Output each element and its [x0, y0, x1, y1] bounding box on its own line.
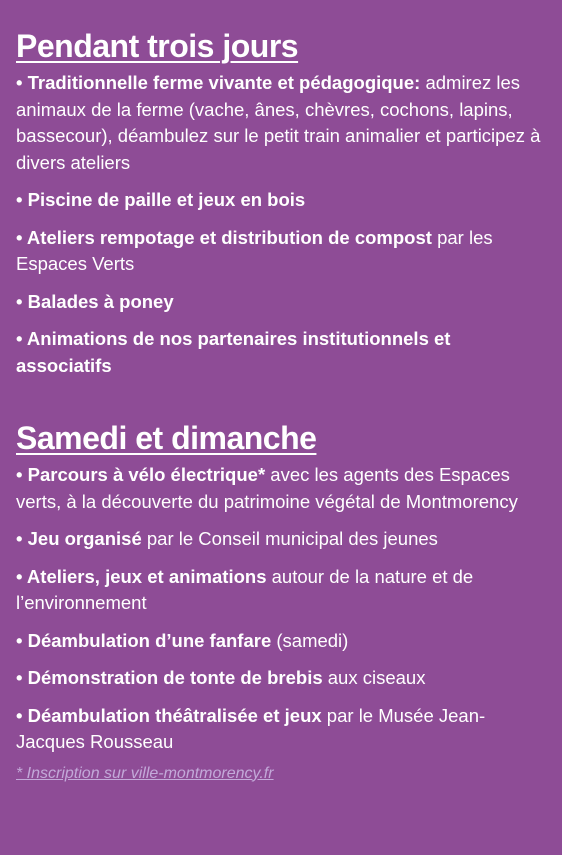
list-item [16, 462, 550, 515]
list-item [16, 564, 550, 617]
item-text: admirez les animaux de la ferme (vache, ânes, chèvres, cochons, lapins, bassecour), déambulez sur le petit train animalier et participez à divers ateliers [16, 72, 541, 173]
item-text: aux ciseaux [322, 667, 426, 688]
item-highlight: • Balades à poney [16, 290, 174, 312]
item-text: (samedi) [271, 629, 349, 651]
list-item [16, 289, 550, 316]
item-highlight: • Déambulation d’une fanfare [16, 629, 272, 651]
item-text: par le Conseil municipal des jeunes [141, 528, 438, 549]
item-highlight: • Parcours à vélo électrique* [16, 464, 266, 485]
item-text: par les Espaces Verts [16, 226, 493, 274]
list-item [16, 526, 550, 553]
item-highlight: • Traditionnelle ferme vivante et pédagogique: [16, 72, 421, 93]
list-item [16, 326, 550, 379]
list-item [16, 187, 550, 214]
item-highlight: • Déambulation théâtralisée et jeux [16, 704, 322, 726]
item-text: par le Musée Jean-Jacques Rousseau [16, 704, 486, 752]
item-highlight: • Ateliers rempotage et distribution de compost [16, 226, 432, 248]
list-item [16, 70, 550, 176]
item-highlight: • Animations de nos partenaires institutionnels et associatifs [16, 328, 451, 376]
item-text: autour de la nature et de l’environnement [16, 565, 474, 613]
section-title-weekend: Samedi et dimanche [16, 420, 317, 456]
section-title-three-days: Pendant trois jours [16, 28, 299, 64]
item-highlight: • Jeu organisé [16, 528, 142, 549]
item-highlight: • Démonstration de tonte de brebis [16, 667, 323, 688]
list-item [16, 665, 550, 692]
list-item [16, 703, 550, 756]
item-text: avec les agents des Espaces verts, à la découverte du patrimoine végétal de Montmorency [16, 464, 518, 512]
list-item [16, 628, 550, 655]
registration-footnote-link[interactable]: * Inscription sur ville-montmorency.fr [16, 764, 274, 782]
section-divider-space [16, 390, 550, 418]
item-highlight: • Piscine de paille et jeux en bois [16, 189, 306, 210]
item-highlight: • Ateliers, jeux et animations [16, 565, 267, 587]
program-content [16, 26, 550, 785]
list-item [16, 225, 550, 278]
